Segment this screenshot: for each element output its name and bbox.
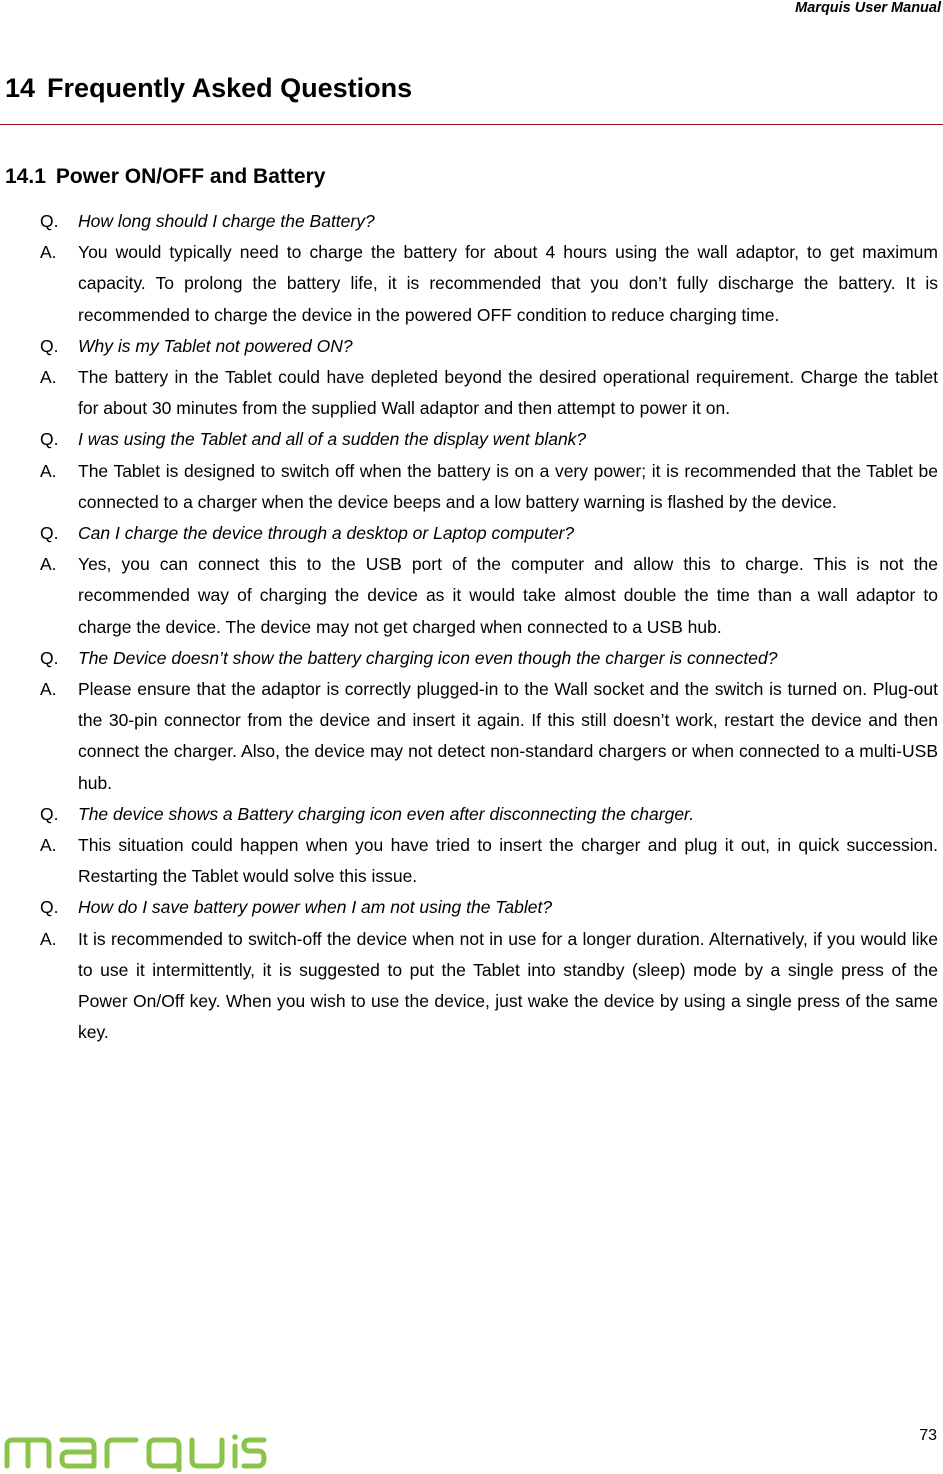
faq-answer xyxy=(40,549,938,643)
question-text: I was using the Tablet and all of a sudden the display went blank? xyxy=(78,429,587,450)
faq-question xyxy=(40,331,938,362)
question-text: The device shows a Battery charging icon even after disconnecting the charger. xyxy=(78,803,695,824)
answer-marker: A. xyxy=(40,242,57,263)
question-marker: Q. xyxy=(40,211,59,231)
question-marker: Q. xyxy=(40,803,59,824)
question-text: Why is my Tablet not powered ON? xyxy=(78,335,353,356)
answer-text: Please ensure that the adaptor is correctly plugged-in to the Wall socket and the switch is turned on. Plug-out the 30-pin connector from the device and insert it again. If this still doesn’t work, restart the device and then connect the charger. Also, the device may not detect non-standard chargers or when connected to a multi-USB hub. xyxy=(78,679,938,793)
answer-marker: A. xyxy=(40,928,57,949)
answer-text: You would typically need to charge the battery for about 4 hours using the wall adaptor, to get maximum capacity. To prolong the battery life, it is recommended that you don’t fully discharge the battery. It is recommended to charge the device in the powered OFF condition to reduce charging time. xyxy=(78,242,938,325)
chapter-title xyxy=(5,73,412,104)
faq-question xyxy=(40,518,938,549)
faq-list xyxy=(40,206,938,1048)
answer-text: Yes, you can connect this to the USB port of the computer and allow this to charge. This is not the recommended way of charging the device as it would take almost double the time than a wall adaptor to charge the device. The device may not get charged when connected to a USB hub. xyxy=(78,554,938,637)
question-marker: Q. xyxy=(40,523,59,544)
question-marker: Q. xyxy=(40,429,59,450)
answer-marker: A. xyxy=(40,554,57,575)
faq-question xyxy=(40,892,938,923)
faq-answer xyxy=(40,362,938,424)
answer-text: The Tablet is designed to switch off when the battery is on a very power; it is recommended that the Tablet be connected to a charger when the device beeps and a low battery warning is flashed by the device. xyxy=(78,460,938,512)
answer-text: The battery in the Tablet could have depleted beyond the desired operational requirement. Charge the tablet for about 30 minutes from the supplied Wall adaptor and then attempt to power it on. xyxy=(78,367,938,419)
question-text: The Device doesn’t show the battery charging icon even though the charger is connected? xyxy=(78,647,778,668)
chapter-title-text: Frequently Asked Questions xyxy=(47,73,413,103)
section-number: 14.1 xyxy=(5,165,46,188)
faq-answer xyxy=(40,924,938,1049)
running-header: Marquis User Manual xyxy=(795,0,941,16)
faq-answer xyxy=(40,830,938,892)
faq-question xyxy=(40,799,938,830)
faq-question xyxy=(40,643,938,674)
faq-question xyxy=(40,206,938,237)
faq-answer xyxy=(40,237,938,331)
faq-answer xyxy=(40,674,938,799)
question-marker: Q. xyxy=(40,335,59,356)
section-title-text: Power ON/OFF and Battery xyxy=(55,165,326,188)
question-marker: Q. xyxy=(40,897,59,918)
marquis-logo xyxy=(2,1432,268,1472)
answer-marker: A. xyxy=(40,835,57,856)
page-number: 73 xyxy=(919,1427,937,1444)
chapter-divider xyxy=(0,124,943,125)
question-marker: Q. xyxy=(40,647,59,668)
question-text: How long should I charge the Battery? xyxy=(78,211,375,231)
answer-text: This situation could happen when you have tried to insert the charger and plug it out, in quick succession. Restarting the Tablet would solve this issue. xyxy=(78,835,938,887)
answer-marker: A. xyxy=(40,460,57,481)
answer-marker: A. xyxy=(40,367,57,388)
section-title xyxy=(5,165,325,189)
faq-answer xyxy=(40,456,938,518)
chapter-number: 14 xyxy=(5,73,36,103)
question-text: Can I charge the device through a desktop or Laptop computer? xyxy=(78,523,575,544)
answer-marker: A. xyxy=(40,679,57,700)
faq-question xyxy=(40,424,938,455)
question-text: How do I save battery power when I am not using the Tablet? xyxy=(78,897,553,918)
answer-text: It is recommended to switch-off the device when not in use for a longer duration. Alternatively, if you would like to use it intermittently, it is suggested to put the Tablet into standby (sleep) mode by a single press of the Power On/Off key. When you wish to use the device, just wake the device by using a single press of the same key. xyxy=(78,928,938,1043)
